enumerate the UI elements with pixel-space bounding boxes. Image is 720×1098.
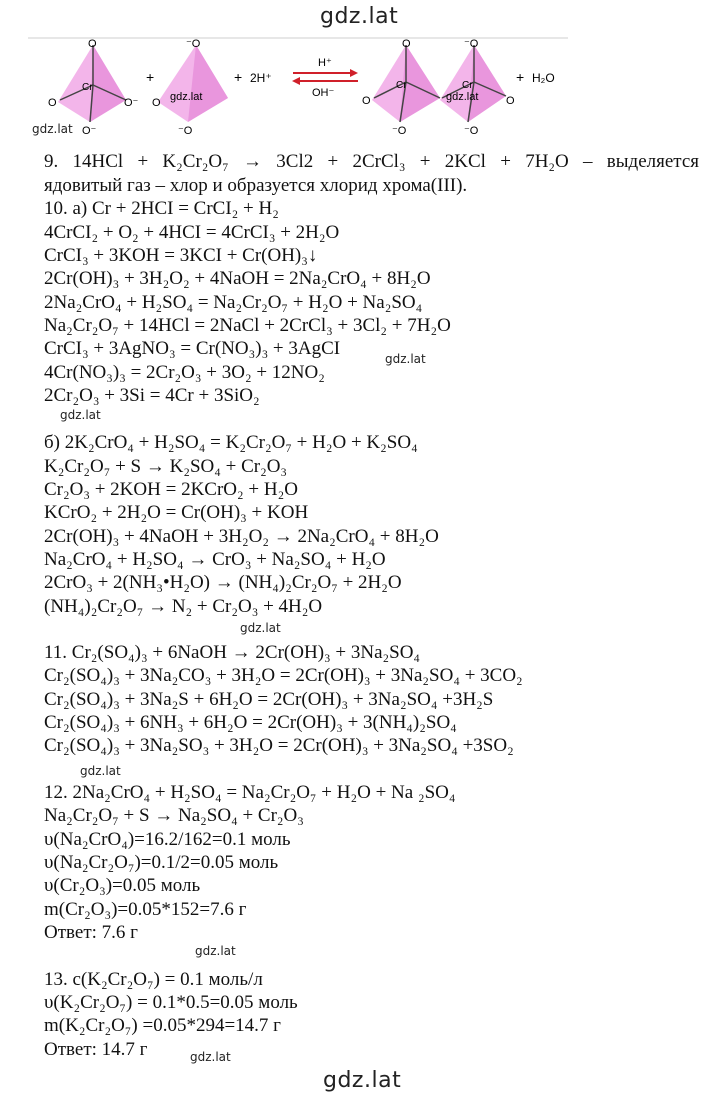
text-line: 11. Cr₂(SO₄)₃ + 6NaOH → 2Cr(OH)₃ + 3Na₂SO₄	[44, 642, 421, 663]
text-line: υ(Na₂CrO₄)=16.2/162=0.1 моль	[44, 829, 291, 850]
watermark-small: gdz.lat	[385, 352, 426, 366]
watermark-small: gdz.lat	[240, 621, 281, 635]
text-line: 2Na₂CrO₄ + H₂SO₄ = Na₂Cr₂O₇ + H₂O + Na₂SO₄	[44, 292, 423, 313]
text-line: Cr₂(SO₄)₃ + 3Na₂S + 6H₂O = 2Cr(OH)₃ + 3Na₂SO₄ +3H₂S	[44, 689, 494, 710]
svg-text:+: +	[234, 69, 243, 85]
svg-text:gdz.lat: gdz.lat	[446, 91, 479, 103]
tetrahedron-4	[440, 38, 515, 137]
text-line: Cr₂O₃ + 2KOH = 2KCrO₂ + H₂O	[44, 479, 298, 500]
text-line: Cr₂(SO₄)₃ + 3Na₂SO₃ + 3H₂O = 2Cr(OH)₃ + 3Na₂SO₄ +3SO₂	[44, 735, 514, 756]
svg-text:O: O	[362, 95, 371, 107]
svg-text:O: O	[402, 38, 411, 50]
text-line: 2Cr(OH)₃ + 3H₂O₂ + 4NaOH = 2Na₂CrO₄ + 8H₂O	[44, 268, 431, 289]
svg-text:⁻O: ⁻O	[178, 125, 193, 137]
svg-text:H₂O: H₂O	[532, 71, 555, 85]
svg-text:⁻O: ⁻O	[392, 125, 407, 137]
svg-text:2H⁺: 2H⁺	[250, 71, 272, 85]
svg-text:O: O	[152, 97, 161, 109]
watermark-small: gdz.lat	[32, 122, 73, 136]
watermark-small: gdz.lat	[190, 1050, 231, 1064]
equilibrium-arrows-icon	[292, 57, 358, 99]
watermark-small: gdz.lat	[80, 764, 121, 778]
text-line: 2Cr(OH)₃ + 4NaOH + 3H₂O₂ → 2Na₂CrO₄ + 8H₂O	[44, 526, 439, 547]
svg-text:Cr: Cr	[462, 80, 473, 91]
text-line: CrCI₃ + 3AgNO₃ = Cr(NO₃)₃ + 3AgCI	[44, 338, 341, 359]
svg-text:+: +	[146, 69, 155, 85]
svg-text:O: O	[88, 38, 97, 50]
text-line: KCrO₂ + 2H₂O = Cr(OH)₃ + KOH	[44, 502, 309, 523]
chromate-dichromate-scheme	[28, 30, 568, 140]
text-line: Na₂Cr₂O₇ + 14HCl = 2NaCl + 2CrCl₃ + 3Cl₂ + 7H₂O	[44, 315, 451, 336]
svg-text:gdz.lat: gdz.lat	[170, 91, 203, 103]
svg-text:O: O	[506, 95, 515, 107]
watermark-small: gdz.lat	[60, 408, 101, 422]
tetrahedron-3	[362, 38, 440, 137]
svg-text:OH⁻: OH⁻	[312, 87, 335, 99]
text-line: CrCI₃ + 3KOH = 3KCI + Cr(OH)₃↓	[44, 245, 318, 266]
svg-text:Cr: Cr	[82, 82, 93, 93]
text-line: 10. а) Cr + 2HCI = CrCI₂ + H₂	[44, 198, 279, 219]
text-line: ядовитый газ – хлор и образуется хлорид хрома(III).	[44, 175, 468, 196]
text-line: m(Cr₂O₃)=0.05*152=7.6 г	[44, 899, 247, 920]
text-line: б) 2K₂CrO₄ + H₂SO₄ = K₂Cr₂O₇ + H₂O + K₂SO₄	[44, 432, 418, 453]
text-line: υ(K₂Cr₂O₇) = 0.1*0.5=0.05 моль	[44, 992, 298, 1013]
text-line: Cr₂(SO₄)₃ + 6NH₃ + 6H₂O = 2Cr(OH)₃ + 3(NH₄)₂SO₄	[44, 712, 457, 733]
text-line: (NH₄)₂Cr₂O₇ → N₂ + Cr₂O₃ + 4H₂O	[44, 596, 323, 617]
text-line: 4CrCI₂ + O₂ + 4HCI = 4CrCI₃ + 2H₂O	[44, 222, 340, 243]
svg-text:+: +	[516, 69, 525, 85]
svg-text:Cr: Cr	[396, 80, 407, 91]
text-line: Na₂CrO₄ + H₂SO₄ → CrO₃ + Na₂SO₄ + H₂O	[44, 549, 386, 570]
text-line: 4Cr(NO₃)₃ = 2Cr₂O₃ + 3O₂ + 12NO₂	[44, 362, 325, 383]
text-line: 13. c(K₂Cr₂O₇) = 0.1 моль/л	[44, 969, 263, 990]
watermark-small: gdz.lat	[195, 944, 236, 958]
text-line: 2Cr₂O₃ + 3Si = 4Cr + 3SiO₂	[44, 385, 260, 406]
watermark-top: gdz.lat	[320, 4, 399, 29]
svg-text:O⁻: O⁻	[124, 97, 139, 109]
tetrahedron-1	[48, 38, 139, 137]
text-line: Cr₂(SO₄)₃ + 3Na₂CO₃ + 3H₂O = 2Cr(OH)₃ + 3Na₂SO₄ + 3CO₂	[44, 665, 523, 686]
text-line: 12. 2Na₂CrO₄ + H₂SO₄ = Na₂Cr₂O₇ + H₂O + Na ₂SO₄	[44, 782, 456, 803]
text-line: Ответ: 14.7 г	[44, 1039, 148, 1060]
text-line: K₂Cr₂O₇ + S → K₂SO₄ + Cr₂O₃	[44, 456, 288, 477]
svg-text:⁻O: ⁻O	[186, 38, 201, 50]
text-line: Na₂Cr₂O₇ + S → Na₂SO₄ + Cr₂O₃	[44, 805, 304, 826]
watermark-bottom: gdz.lat	[323, 1068, 402, 1093]
text-line: Ответ: 7.6 г	[44, 922, 138, 943]
text-line: 9. 14HCl + K₂Cr₂O₇ → 3Cl2 + 2CrCl₃ + 2KCl + 7H₂O – выделяется	[44, 151, 699, 172]
svg-text:O⁻: O⁻	[82, 125, 97, 137]
svg-text:⁻O: ⁻O	[464, 125, 479, 137]
svg-text:O: O	[48, 97, 57, 109]
tetrahedron-2	[152, 38, 228, 137]
svg-text:H⁺: H⁺	[318, 57, 332, 69]
text-line: 2CrO₃ + 2(NH₃•H₂O) → (NH₄)₂Cr₂O₇ + 2H₂O	[44, 572, 402, 593]
text-line: υ(Cr₂O₃)=0.05 моль	[44, 875, 201, 896]
text-line: m(K₂Cr₂O₇) =0.05*294=14.7 г	[44, 1015, 281, 1036]
svg-text:⁻O: ⁻O	[464, 38, 479, 50]
text-line: υ(Na₂Cr₂O₇)=0.1/2=0.05 моль	[44, 852, 279, 873]
